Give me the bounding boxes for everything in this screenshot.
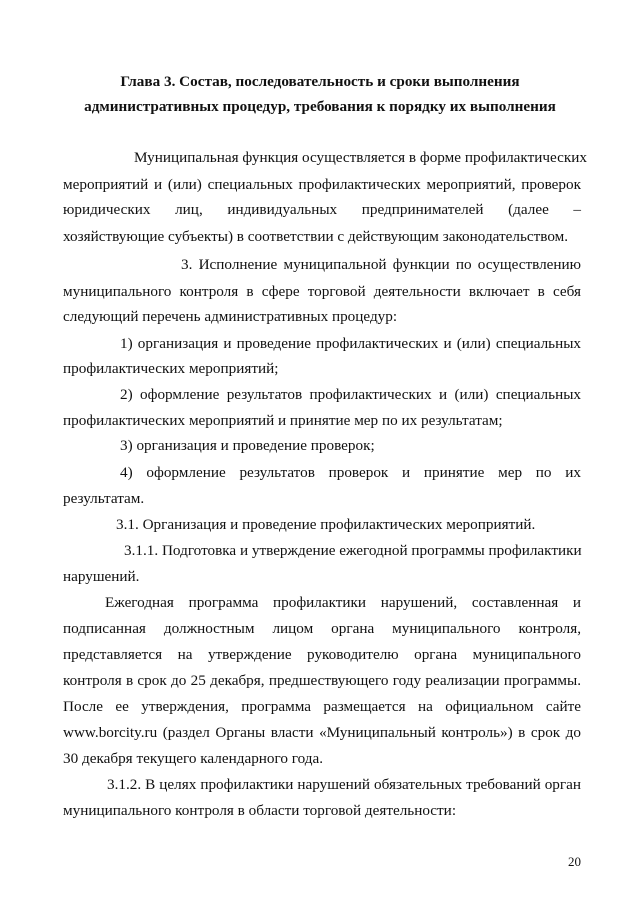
paragraph-line: подписанная должностным лицом органа муниципального контроля,	[63, 620, 581, 637]
paragraph-line: муниципального контроля в области торговой деятельности:	[63, 802, 457, 819]
list-item-line: результатам.	[63, 490, 145, 507]
list-item-line: профилактических мероприятий;	[63, 360, 279, 377]
paragraph-line: 3.1.1. Подготовка и утверждение ежегодной программы профилактики	[124, 542, 582, 559]
list-item-line: 2) оформление результатов профилактических и (или) специальных	[120, 386, 581, 403]
paragraph-line: представляется на утверждение руководителю органа муниципального	[63, 646, 581, 663]
paragraph-line: www.borcity.ru (раздел Органы власти «Муниципальный контроль») в срок до	[63, 724, 581, 741]
paragraph-line: Муниципальная функция осуществляется в форме профилактических	[134, 149, 587, 166]
list-item-line: 3) организация и проведение проверок;	[120, 437, 375, 454]
list-item-line: профилактических мероприятий и принятие мер по их результатам;	[63, 412, 503, 429]
list-item-line: 4) оформление результатов проверок и принятие мер по их	[120, 464, 581, 481]
paragraph-line: муниципального контроля в сфере торговой деятельности включает в себя	[63, 283, 581, 300]
chapter-heading-line-2: административных процедур, требования к порядку их выполнения	[84, 98, 556, 115]
chapter-heading-line-1: Глава 3. Состав, последовательность и сроки выполнения	[120, 73, 520, 90]
paragraph-line: 30 декабря текущего календарного года.	[63, 750, 324, 767]
paragraph-line: Ежегодная программа профилактики нарушений, составленная и	[105, 594, 581, 611]
paragraph-line: мероприятий и (или) специальных профилактических мероприятий, проверок	[63, 176, 581, 193]
paragraph-line: хозяйствующие субъекты) в соответствии с действующим законодательством.	[63, 228, 569, 245]
paragraph-line: 3.1.2. В целях профилактики нарушений обязательных требований орган	[107, 776, 581, 793]
paragraph-line: контроля в срок до 25 декабря, предшествующего году реализации программы.	[63, 672, 581, 689]
paragraph-line: нарушений.	[63, 568, 140, 585]
paragraph-line: После ее утверждения, программа размещается на официальном сайте	[63, 698, 581, 715]
paragraph-line: следующий перечень административных процедур:	[63, 308, 398, 325]
paragraph-line: 3. Исполнение муниципальной функции по осуществлению	[181, 256, 581, 273]
section-heading-3-1: 3.1. Организация и проведение профилактических мероприятий.	[116, 516, 536, 533]
paragraph-line: юридических лиц, индивидуальных предпринимателей (далее –	[63, 201, 581, 218]
page-number: 20	[568, 854, 581, 869]
list-item-line: 1) организация и проведение профилактических и (или) специальных	[120, 335, 581, 352]
